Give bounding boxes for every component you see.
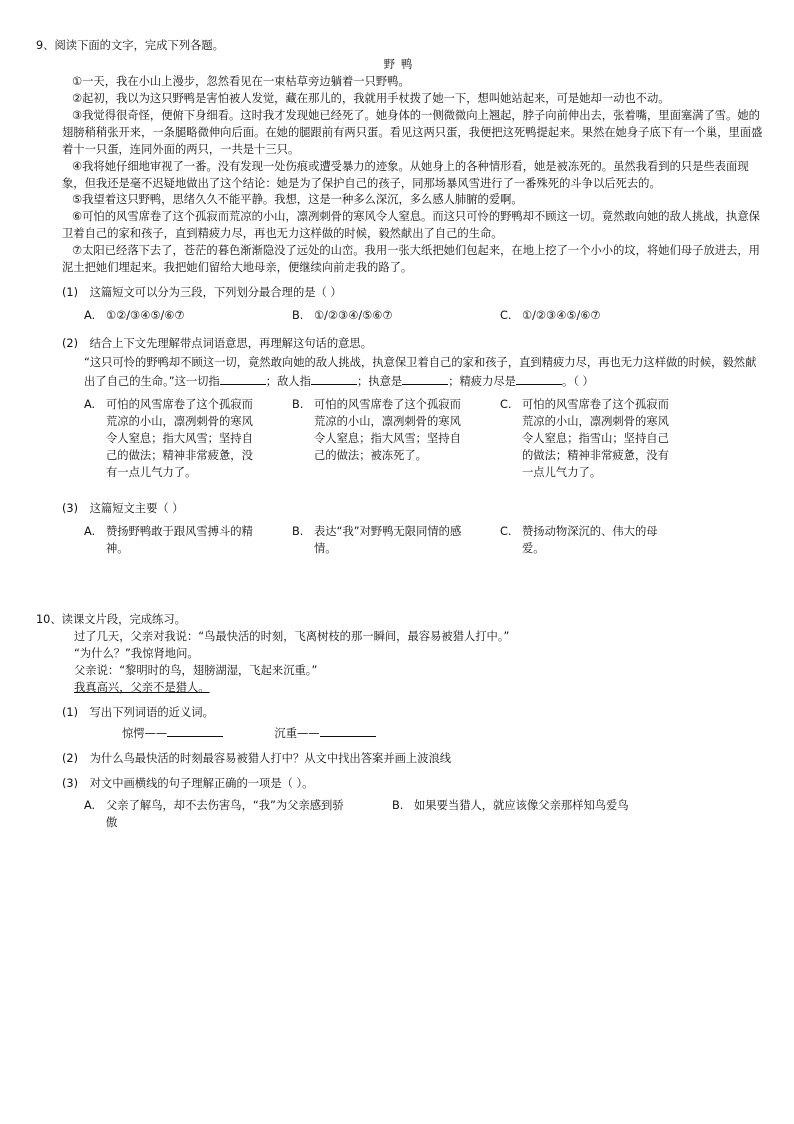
option-a[interactable]: A. 父亲了解鸟，却不去伤害鸟，“我”为父亲感到骄 傲 [84, 799, 344, 830]
sub-question-text: 为什么鸟最快活的时刻最容易被猎人打中？从文中找出答案并画上波浪线 [89, 751, 452, 765]
passage [62, 74, 766, 277]
question-9-2 [36, 336, 766, 493]
excerpt-line-3: 父亲说：“黎明时的鸟，翅膀湖湿，飞起来沉重。” [74, 663, 318, 677]
excerpt [74, 629, 766, 697]
option-b[interactable]: B. 如果要当猎人，就应该像父亲那样知鸟爱鸟 [392, 799, 629, 813]
sub-question-text: 写出下列词语的近义词。 [89, 705, 214, 719]
paragraph-4: ④我将她仔细地审视了一番。没有发现一处伤痕或遭受暴力的迹象。从她身上的各种情形看，她是被冻死的。虽然我看到的只是些表面现象，但我还是毫不迟疑地做出了这个结论：她是为了保护自己的孩子，同那场暴风雪进行了一番殊死的斗争以后死去的。 [62, 159, 749, 190]
paragraph-3: ③我觉得很奇怪，便俯下身细看。这时我才发现她已经死了。她身体的一侧微微向上翘起，脖子向前伸出去，张着嘴，里面塞满了雪。她的翅膀稍稍张开来，一条腿略微伸向后面。在她的腿跟前有两只蛋。看见这两只蛋，我便把这死鸭提起来。果然在她身子底下有一个巢，里面盛着十一只蛋，连同外面的两只，一共是十三只。 [62, 108, 763, 156]
sub-number: (2) [62, 337, 79, 351]
option-a[interactable]: A. 可怕的风雪席卷了这个孤寂而 荒凉的小山，凛冽刺骨的寒风 令人窒息；指大风雪；坚持自 己的做法；精神非常疲惫，没 有一点儿气力了。 [84, 397, 253, 479]
sub-number: (3) [62, 776, 79, 790]
answer-blank[interactable] [220, 372, 266, 385]
paragraph-2: ②起初，我以为这只野鸭是害怕被人发觉，藏在那儿的，我就用手杖拨了她一下，想叫她站起来，可是她却一动也不动。 [72, 91, 670, 105]
question-10 [36, 612, 766, 838]
question-9-heading: 9、阅读下面的文字，完成下列各题。 [36, 39, 224, 52]
options [84, 524, 766, 564]
sub-number: (2) [62, 751, 79, 765]
option-b[interactable]: B. 可怕的风雪席卷了这个孤寂而 荒凉的小山，凛冽刺骨的寒风 令人窒息；指大风雪；坚持自 己的做法；被冻死了。 [292, 397, 461, 462]
options [84, 397, 766, 493]
option-c[interactable]: C. 可怕的风雪席卷了这个孤寂而 荒凉的小山，凛冽刺骨的寒风 令人窒息；指雪山；坚持自己 的做法；精神非常疲惫，没有 一点儿气力了。 [500, 397, 669, 479]
answer-blank[interactable] [167, 724, 223, 737]
option-b[interactable]: B. ①/②③④/⑤⑥⑦ [292, 309, 393, 323]
sub-number: (3) [62, 501, 79, 515]
question-9-1 [36, 285, 766, 328]
quoted-sentence: “这只可怜的野鸭却不顾这一切，竟然敢向她的敌人挑战，执意保卫着自己的家和孩子，直到精疲力尽，再也无力这样做的时候，毅然献出了自己的生命。”这一切指 ；敌人指 ；执意是 ；精疲力尽是 。（ ） [84, 356, 757, 388]
answer-blank[interactable] [516, 372, 562, 385]
question-10-heading: 10、读课文片段，完成练习。 [36, 613, 186, 626]
question-10-1 [36, 705, 766, 743]
sub-question-text: 对文中画横线的句子理解正确的一项是（ ）。 [89, 776, 314, 790]
paragraph-1: ①一天，我在小山上漫步，忽然看见在一束枯草旁边躺着一只野鸭。 [72, 74, 410, 88]
passage-title: 野鸭 [383, 57, 419, 71]
answer-blank[interactable] [402, 372, 448, 385]
options [84, 798, 766, 838]
paragraph-6: ⑥可怕的风雪席卷了这个孤寂而荒凉的小山，凛冽刺骨的寒风令人窒息。而这只可怜的野鸭却不顾这一切。竟然敢向她的敌人挑战，执意保卫着自己的家和孩子，直到精疲力尽，再也无力这样做的时候，毅然献出了自己的生命。 [62, 210, 760, 241]
question-9 [36, 38, 766, 564]
option-a[interactable]: A. ①②/③④⑤/⑥⑦ [84, 309, 185, 323]
sub-question-text: 这篇短文主要（ ） [89, 501, 184, 515]
excerpt-line-2: “为什么？”我惊肾地问。 [74, 646, 199, 660]
option-b[interactable]: B. 表达“我”对野鸭无限同情的感 情。 [292, 524, 462, 555]
sub-question-text: 这篇短文可以分为三段，下列划分最合理的是（ ） [89, 286, 342, 300]
question-10-2 [36, 751, 766, 768]
question-9-3 [36, 501, 766, 564]
question-10-3 [36, 776, 766, 839]
sub-question-text: 结合上下文先理解带点词语意思，再理解这句话的意思。 [89, 337, 373, 351]
options [84, 308, 766, 328]
excerpt-line-1: 过了几天，父亲对我说：“鸟最快活的时刻，飞离树枝的那一瞬间，最容易被猎人打中。” [74, 629, 510, 643]
option-c[interactable]: C. ①/②③④⑤/⑥⑦ [500, 309, 601, 323]
synonym-pairs: 惊愕—— 沉重—— [122, 724, 766, 743]
answer-blank[interactable] [320, 724, 376, 737]
paragraph-5: ⑤我望着这只野鸭，思绪久久不能平静。我想，这是一种多么深沉，多么感人肺腑的爱啊。 [72, 193, 523, 207]
paragraph-7: ⑦太阳已经落下去了，苍茫的暮色渐渐隐没了远处的山峦。我用一张大纸把她们包起来，在地上挖了一个小小的坟，将她们母子放进去，用泥土把她们埋起来。我把她们留给大地母亲，便继续向前走我的路了。 [62, 244, 760, 275]
sub-number: (1) [62, 286, 79, 300]
option-c[interactable]: C. 赞扬动物深沉的、伟大的母 爱。 [500, 524, 658, 555]
option-a[interactable]: A. 赞扬野鸭敢于跟风雪搏斗的精 神。 [84, 524, 253, 555]
sub-number: (1) [62, 705, 79, 719]
underlined-sentence: 我真高兴，父亲不是猎人。 [74, 680, 210, 694]
answer-blank[interactable] [311, 372, 357, 385]
